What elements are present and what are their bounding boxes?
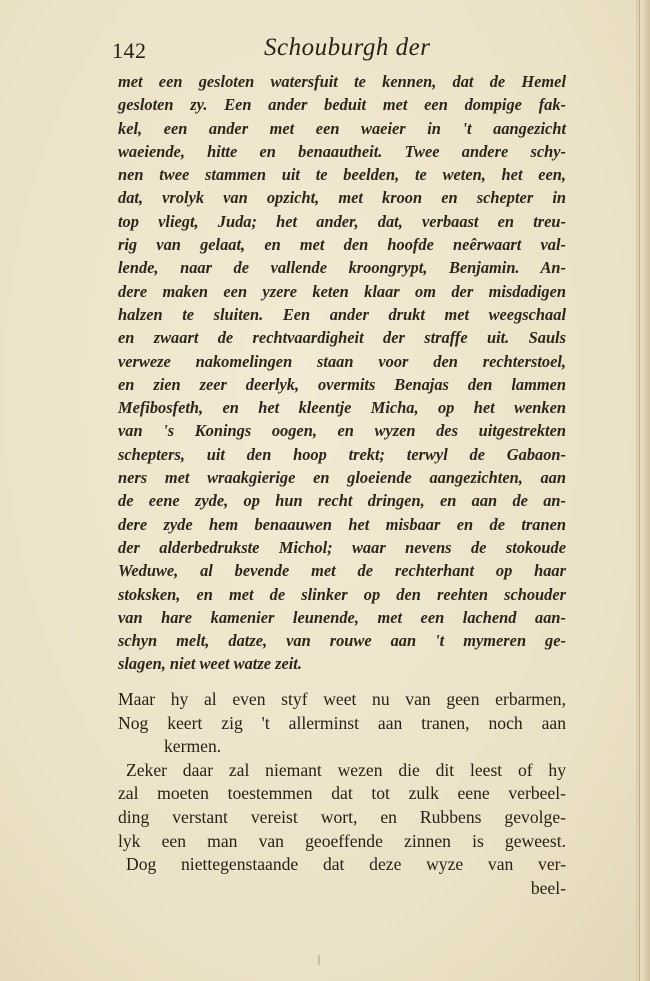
text-line: lyk een man van geoeffende zinnen is geweest. — [118, 830, 566, 851]
verse-line: Maar hy al even styf weet nu van geen erbarmen, — [118, 689, 566, 709]
text-line: der alderbedrukste Michol; waar nevens de stokoude — [118, 537, 566, 557]
text-line: van hare kamenier leunende, met een lachend aan- — [118, 607, 566, 627]
text-line: gesloten zy. Een ander beduit met een dompige fak- — [118, 95, 566, 115]
page-number: 142 — [112, 38, 147, 63]
verse-and-paragraph — [118, 688, 566, 900]
text-line: ners met wraakgierige en gloeiende aangezichten, aan — [118, 468, 566, 488]
text-line: Dog niettegenstaande dat deze wyze van ver- — [126, 854, 566, 875]
text-line: de eene zyde, op hun recht dringen, en aan de an- — [118, 491, 566, 511]
text-line: waeiende, hitte en benaautheit. Twee andere schy- — [118, 141, 566, 161]
text-line: schyn melt, datze, van rouwe aan 't mymeren ge- — [118, 631, 566, 651]
running-title: Schouburgh der — [264, 34, 431, 61]
verse-line: Nog keert zig 't allerminst aan tranen, noch aan — [118, 712, 566, 733]
text-line: kel, een ander met een waeier in 't aangezicht — [118, 118, 566, 138]
text-line: slagen, niet weet watze zeit. — [118, 654, 302, 674]
text-line: dere maken een yzere keten klaar om der misdadigen — [118, 281, 566, 301]
text-line: met een gesloten watersfuit te kennen, dat de Hemel — [118, 72, 566, 91]
text-line: rig van gelaat, en met den hoofde neêrwaart val- — [118, 235, 566, 255]
text-line: dat, vrolyk van opzicht, met kroon en schepter in — [118, 188, 566, 208]
text-line: halzen te sluiten. Een ander drukt met weegschaal — [118, 304, 566, 324]
text-line: stoksken, en met de slinker op den reehten schouder — [118, 584, 566, 604]
italic-paragraph — [118, 70, 566, 676]
text-line: dere zyde hem benaauwen het misbaar en de tranen — [118, 514, 566, 534]
text-line: verweze nakomelingen staan voor den rechterstoel, — [118, 351, 566, 371]
text-line: Mefibosfeth, en het kleentje Micha, op het wenken — [118, 398, 566, 418]
paper-mark — [318, 955, 320, 965]
text-line: van 's Konings oogen, en wyzen des uitgestrekten — [118, 421, 566, 441]
text-line: Zeker daar zal niemant wezen die dit leest of hy — [126, 759, 566, 780]
text-line: top vliegt, Juda; het ander, dat, verbaast en treu- — [118, 211, 566, 231]
verse-line: kermen. — [164, 736, 222, 757]
text-line: schepters, uit den hoop trekt; terwyl de Gabaon- — [118, 444, 566, 464]
text-line: en zwaart de rechtvaardigheit der straffe uit. Sauls — [118, 328, 566, 348]
text-line: Weduwe, al bevende met de rechterhant op haar — [118, 561, 566, 581]
text-line: nen twee stammen uit te beelden, te weten, het een, — [118, 165, 566, 185]
page-header — [112, 34, 582, 68]
text-line: ding verstant vereist wort, en Rubbens gevolge- — [118, 806, 566, 827]
text-line: zal moeten toestemmen dat tot zulk eene verbeel- — [118, 783, 566, 804]
catchword: beel- — [530, 877, 566, 898]
text-line: en zien zeer deerlyk, overmits Benajas den lammen — [118, 374, 566, 394]
text-line: lende, naar de vallende kroongrypt, Benjamin. An- — [118, 258, 566, 278]
page-edge — [636, 0, 650, 981]
